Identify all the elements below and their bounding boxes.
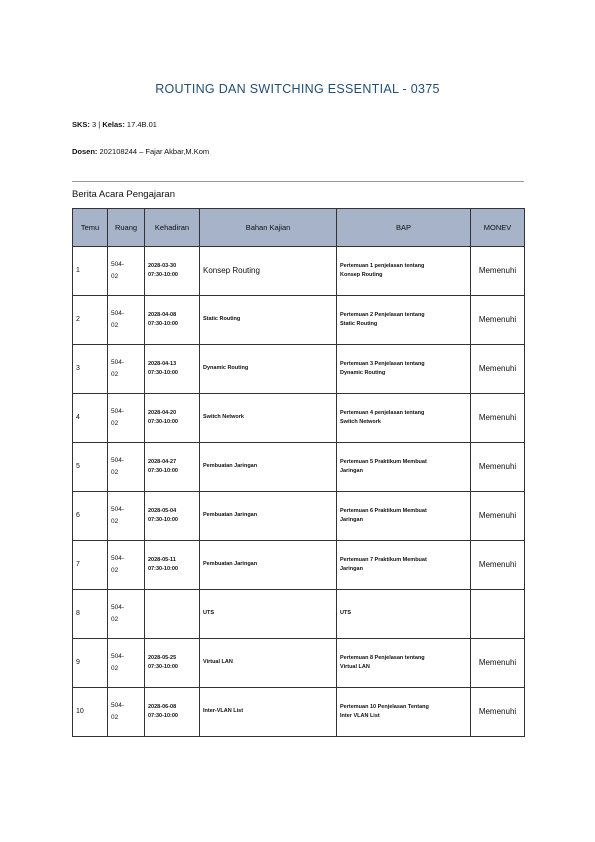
table-row [73,247,525,296]
cell-monev: Memenuhi [471,541,525,590]
cell-bahan-kajian: Inter-VLAN List [200,688,337,737]
cell-ruang: 504- 02 [108,247,145,296]
cell-temu: 10 [73,688,108,737]
table-row [73,590,525,639]
cell-monev [471,590,525,639]
cell-bap: Pertemuan 2 Penjelasan tentang Static Routing [337,296,471,345]
table-row [73,296,525,345]
table-row [73,492,525,541]
table-row [73,639,525,688]
divider [72,181,524,182]
sks-value: 3 | [92,120,101,129]
sks-label: SKS: [72,120,90,129]
cell-ruang: 504- 02 [108,345,145,394]
cell-ruang: 504- 02 [108,296,145,345]
cell-temu: 6 [73,492,108,541]
teaching-record-table [72,208,525,737]
cell-bap: Pertemuan 4 penjelasan tentang Switch Network [337,394,471,443]
course-info [72,120,157,129]
cell-kehadiran: 2028-04-08 07:30-10:00 [145,296,200,345]
cell-ruang: 504- 02 [108,492,145,541]
cell-kehadiran [145,590,200,639]
cell-temu: 4 [73,394,108,443]
cell-kehadiran: 2028-04-13 07:30-10:00 [145,345,200,394]
cell-kehadiran: 2028-06-08 07:30-10:00 [145,688,200,737]
cell-kehadiran: 2028-05-25 07:30-10:00 [145,639,200,688]
cell-bap: Pertemuan 3 Penjelasan tentang Dynamic Routing [337,345,471,394]
table-row [73,345,525,394]
cell-temu: 9 [73,639,108,688]
cell-ruang: 504- 02 [108,394,145,443]
cell-bahan-kajian: Dynamic Routing [200,345,337,394]
cell-temu: 8 [73,590,108,639]
table-row [73,688,525,737]
cell-kehadiran: 2028-05-04 07:30-10:00 [145,492,200,541]
header-monev: MONEV [471,209,525,247]
cell-ruang: 504- 02 [108,688,145,737]
cell-bap: Pertemuan 10 Penjelasan Tentang Inter VLAN List [337,688,471,737]
cell-kehadiran: 2028-03-30 07:30-10:00 [145,247,200,296]
cell-bap: UTS [337,590,471,639]
cell-kehadiran: 2028-04-20 07:30-10:00 [145,394,200,443]
cell-temu: 7 [73,541,108,590]
cell-bap: Pertemuan 6 Praktikum Membuat Jaringan [337,492,471,541]
table-header-row [73,209,525,247]
cell-bahan-kajian: UTS [200,590,337,639]
header-temu: Temu [73,209,108,247]
cell-temu: 3 [73,345,108,394]
header-bap: BAP [337,209,471,247]
lecturer-info [72,147,209,156]
cell-kehadiran: 2028-04-27 07:30-10:00 [145,443,200,492]
cell-monev: Memenuhi [471,492,525,541]
cell-temu: 2 [73,296,108,345]
cell-temu: 1 [73,247,108,296]
cell-bahan-kajian: Konsep Routing [200,247,337,296]
cell-bap: Pertemuan 7 Praktikum Membuat Jaringan [337,541,471,590]
cell-ruang: 504- 02 [108,639,145,688]
dosen-label: Dosen: [72,147,98,156]
cell-ruang: 504- 02 [108,443,145,492]
section-title: Berita Acara Pengajaran [72,189,175,200]
cell-monev: Memenuhi [471,247,525,296]
cell-bap: Pertemuan 5 Praktikum Membuat Jaringan [337,443,471,492]
cell-ruang: 504- 02 [108,541,145,590]
dosen-value: 202108244 – Fajar Akbar,M.Kom [99,147,210,156]
cell-bahan-kajian: Switch Network [200,394,337,443]
cell-bahan-kajian: Pembuatan Jaringan [200,541,337,590]
header-ruang: Ruang [108,209,145,247]
header-kehadiran: Kehadiran [145,209,200,247]
table-row [73,443,525,492]
cell-monev: Memenuhi [471,688,525,737]
table-row [73,394,525,443]
kelas-label: Kelas: [102,120,125,129]
cell-bahan-kajian: Static Routing [200,296,337,345]
cell-monev: Memenuhi [471,443,525,492]
cell-temu: 5 [73,443,108,492]
header-bahan-kajian: Bahan Kajian [200,209,337,247]
cell-bap: Pertemuan 1 penjelasan tentang Konsep Routing [337,247,471,296]
cell-monev: Memenuhi [471,639,525,688]
cell-monev: Memenuhi [471,345,525,394]
cell-bahan-kajian: Pembuatan Jaringan [200,492,337,541]
cell-bahan-kajian: Virtual LAN [200,639,337,688]
page-title: ROUTING DAN SWITCHING ESSENTIAL - 0375 [155,82,440,96]
cell-kehadiran: 2028-05-11 07:30-10:00 [145,541,200,590]
cell-bahan-kajian: Pembuatan Jaringan [200,443,337,492]
cell-bap: Pertemuan 8 Penjelasan tentang Virtual LAN [337,639,471,688]
kelas-value: 17.4B.01 [126,120,157,129]
table-row [73,541,525,590]
cell-ruang: 504- 02 [108,590,145,639]
cell-monev: Memenuhi [471,296,525,345]
cell-monev: Memenuhi [471,394,525,443]
